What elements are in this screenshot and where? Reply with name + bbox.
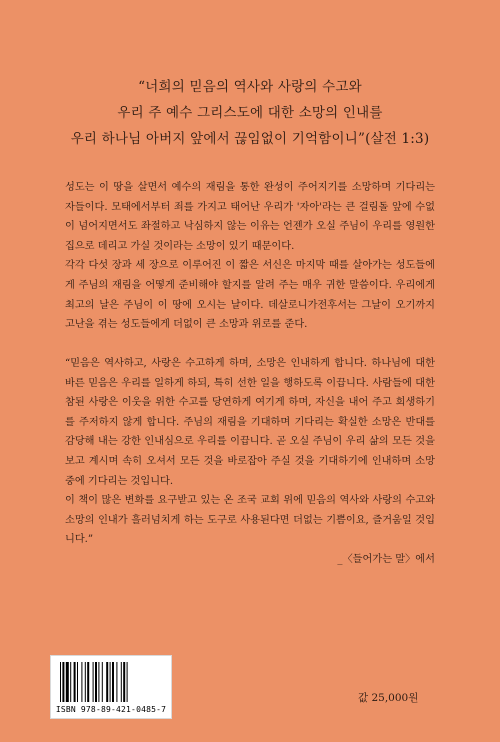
book-description [65,178,435,335]
price-label: 값 25,000원 [358,692,419,704]
preface-excerpt [65,354,435,570]
excerpt-paragraph: 이 책이 많은 변화를 요구받고 있는 온 조국 교회 위에 믿음의 역사와 사랑의 수고와 소망의 인내가 흘러넘치게 하는 도구로 사용된다면 더없는 기쁨이요, 즐거움일 것입니다.” [65,495,435,546]
description-paragraph: 성도는 이 땅을 살면서 예수의 재림을 통한 완성이 주어지기를 소망하며 기다리는 자들이다. 모태에서부터 죄를 가지고 태어난 우리가 '자아'라는 큰 걸림돌 앞에 수없이 넘어지면서도 좌절하고 낙심하지 않는 이유는 언젠가 오실 주님이 우리를 영원한 집으로 데리고 가실 것이라는 소망이 있기 때문이다. [65,182,435,252]
quote-line: “너희의 믿음의 역사와 사랑의 수고와 [138,79,362,95]
description-paragraph: 각각 다섯 장과 세 장으로 이루어진 이 짧은 서신은 마지막 때를 살아가는 성도들에게 주님의 재림을 어떻게 준비해야 할지를 알려 주는 매우 귀한 말씀이다. 우리에게 최고의 날은 주님이 이 땅에 오시는 날이다. 데살로니가전후서는 그날이 오기까지 고난을 겪는 성도들에게 더없이 큰 소망과 위로를 준다. [65,260,435,331]
scripture-quote [32,74,468,152]
isbn-barcode [50,655,172,719]
quote-line: 우리 주 예수 그리스도에 대한 소망의 인내를 [117,105,383,121]
isbn-number: ISBN 978-89-421-0485-7 [55,705,167,714]
excerpt-attribution: _〈들어가는 말〉에서 [337,553,435,565]
barcode-icon [60,662,162,702]
quote-line: 우리 하나님 아버지 앞에서 끊임없이 기억함이니”(살전 1:3) [70,131,430,147]
excerpt-paragraph: “믿음은 역사하고, 사랑은 수고하게 하며, 소망은 인내하게 합니다. 하나님에 대한 바른 믿음은 우리를 일하게 하되, 특히 선한 일을 행하도록 이끕니다. 사람들에 대한 참된 사랑은 이웃을 위한 수고를 당연하게 여기게 하며, 자신을 내어 주고 희생하기를 주저하지 않게 합니다. 주님의 재림을 기대하며 기다리는 확실한 소망은 반대를 감당해 내는 강한 인내심으로 우리를 이끕니다. 곧 오실 주님이 우리 삶의 모든 것을 보고 계시며 속히 오셔서 모든 것을 바로잡아 주실 것을 기대하기에 인내하며 소망 중에 기다리는 것입니다. [65,358,436,487]
